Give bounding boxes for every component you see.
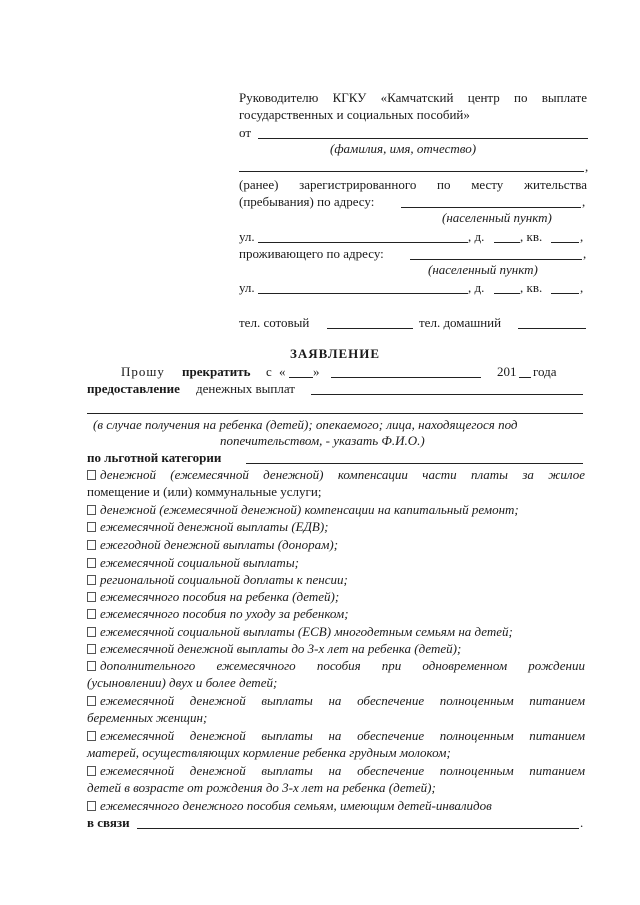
reason-period: . [580,815,584,830]
checkbox[interactable] [87,505,96,515]
home-phone-field[interactable] [518,328,586,329]
from-label: от [239,125,252,140]
year-field[interactable] [519,377,531,378]
checkbox[interactable] [87,766,96,776]
payment-option-12[interactable]: ежемесячной денежной выплаты на обеспечение полноценным питанием [87,693,585,709]
payment-option-7[interactable]: ежемесячного пособия на ребенка (детей); [87,589,585,604]
residing-apartment-field[interactable] [551,293,579,294]
payment-option-3[interactable]: ежемесячной денежной выплаты (ЕДВ); [87,519,585,534]
ask-word: Прошу [121,364,165,379]
from-word: с [266,364,272,379]
payment-option-8[interactable]: ежемесячного пособия по уходу за ребенком; [87,606,585,621]
house-label: , д. [468,229,485,244]
locality-caption-2: (населенный пункт) [428,262,538,277]
home-phone-label: тел. домашний [419,315,502,330]
day-field[interactable] [289,377,313,378]
payment-option-10[interactable]: ежемесячной денежной выплаты до 3-х лет на ребенка (детей); [87,641,585,656]
checkbox[interactable] [87,661,96,671]
note-line-2: попечительством, - указать Ф.И.О.) [220,433,425,448]
addressee-line-2: государственных и социальных пособий» [239,107,470,122]
registered-house-field[interactable] [494,242,520,243]
checkbox[interactable] [87,540,96,550]
checkbox[interactable] [87,627,96,637]
residing-house-field[interactable] [494,293,520,294]
residing-street-field[interactable] [258,293,468,294]
application-form-page: Руководителю КГКУ «Камчатский центр по выплате государственных и социальных пособий» от (фамилия, имя, отчество) , (ранее) зарегистрированного по месту жительства (пребывания) по адресу: , (населенный пункт) ул. , д. , кв. , проживающего по адресу: , (населенный пункт) ул. , д. , кв. , тел. сотовый тел. домашний ЗАЯВЛЕНИЕ Прошу прекратить с « » 201 года предоставление денежных выплат (в случае получения на ребенка (детей); опекаемого; лица, находящегося под попечительством, - указать Ф.И.О.) по льготной категории денежной (ежемесячной денежной) компенсации части платы за жилое помещение и (или) коммунальные услуги; денежной (ежемесячной денежной) компенсации на капитальный ремонт; ежемесячной денежной выплаты (ЕДВ); ежегодной денежной выплаты (донорам); ежемесячной социальной выплаты; региональной социальной доплаты к пенсии; ежемесячного пособия на ребенка (детей); ежемесячного пособия по уходу за ребенком; ежемесячной социальной выплаты (ЕСВ) многодетным семьям на детей; ежемесячной денежной выплаты до 3-х лет на ребенка (детей); дополнительного ежемесячного пособия при одновременном рождении (усыновлении) двух и более детей; ежемесячной денежной выплаты на обеспечение полноценным питанием беременных женщин; ежемесячной денежной выплаты на обеспечение полноценным питанием матерей, осуществляющих кормление ребенка грудным молоком; ежемесячной денежной выплаты на обеспечение полноценным питанием детей в возрасте от рождения до 3-х лет на ребенка (детей); ежемесячного денежного пособия семьям, имеющим детей-инвалидов в связи . [87,90,589,830]
payment-option-5[interactable]: ежемесячной социальной выплаты; [87,555,585,570]
checkbox[interactable] [87,592,96,602]
recipient-field[interactable] [87,413,583,414]
checkbox[interactable] [87,801,96,811]
checkbox[interactable] [87,644,96,654]
payment-option-11[interactable]: дополнительного ежемесячного пособия при одновременном рождении [87,658,585,674]
locality-caption: (населенный пункт) [442,210,552,225]
note-line-1: (в случае получения на ребенка (детей); опекаемого; лица, находящегося под [93,417,518,432]
registered-address-label: (пребывания) по адресу: [239,194,375,209]
street-label: ул. [239,229,255,244]
payment-option-14-cont: детей в возрасте от рождения до 3-х лет на ребенка (детей); [87,780,436,795]
payment-option-14[interactable]: ежемесячной денежной выплаты на обеспечение полноценным питанием [87,763,585,779]
reason-field[interactable] [137,828,579,829]
checkbox[interactable] [87,470,96,480]
registered-locality-field[interactable] [401,207,581,208]
checkbox[interactable] [87,696,96,706]
checkbox[interactable] [87,731,96,741]
year-prefix: 201 [497,364,517,379]
category-label: по льготной категории [87,450,222,465]
category-field[interactable] [246,463,583,464]
checkbox[interactable] [87,522,96,532]
applicant-name-field-2[interactable] [239,171,584,172]
payment-option-6[interactable]: региональной социальной доплаты к пенсии; [87,572,585,587]
date-close-quote: » [313,364,320,379]
payment-type-field[interactable] [311,394,583,395]
addressee-line-1: Руководителю КГКУ «Камчатский центр по выплате [239,90,587,105]
checkbox[interactable] [87,558,96,568]
terminate-word: прекратить [182,364,251,379]
mobile-phone-field[interactable] [327,328,413,329]
checkbox[interactable] [87,609,96,619]
payment-option-13[interactable]: ежемесячной денежной выплаты на обеспечение полноценным питанием [87,728,585,744]
mobile-phone-label: тел. сотовый [239,315,310,330]
month-field[interactable] [331,377,481,378]
payment-option-11-cont: (усыновлении) двух и более детей; [87,675,278,690]
registered-line: (ранее) зарегистрированного по месту жительства [239,177,587,192]
year-word: года [533,364,557,379]
payment-option-15[interactable]: ежемесячного денежного пособия семьям, имеющим детей-инвалидов [87,798,585,813]
registered-street-field[interactable] [258,242,468,243]
payment-option-1-cont: помещение и (или) коммунальные услуги; [87,484,322,499]
payment-option-12-cont: беременных женщин; [87,710,208,725]
street-label-2: ул. [239,280,255,295]
checkbox[interactable] [87,575,96,585]
residing-address-label: проживающего по адресу: [239,246,384,261]
payment-option-4[interactable]: ежегодной денежной выплаты (донорам); [87,537,585,552]
page-title: ЗАЯВЛЕНИЕ [290,346,381,361]
payment-option-9[interactable]: ежемесячной социальной выплаты (ЕСВ) многодетным семьям на детей; [87,624,585,639]
provision-rest: денежных выплат [196,381,295,396]
comma: , [585,159,589,174]
date-open-quote: « [279,364,286,379]
payment-option-13-cont: матерей, осуществляющих кормление ребенка грудным молоком; [87,745,451,760]
payment-option-1[interactable]: денежной (ежемесячной денежной) компенсации части платы за жилое [87,467,585,483]
reason-label: в связи [87,815,130,830]
applicant-name-field[interactable] [258,138,588,139]
payment-option-2[interactable]: денежной (ежемесячной денежной) компенсации на капитальный ремонт; [87,502,585,517]
provision-word: предоставление [87,381,180,396]
apartment-label: , кв. [520,229,543,244]
registered-apartment-field[interactable] [551,242,579,243]
residing-locality-field[interactable] [410,259,582,260]
fio-caption: (фамилия, имя, отчество) [330,141,477,156]
